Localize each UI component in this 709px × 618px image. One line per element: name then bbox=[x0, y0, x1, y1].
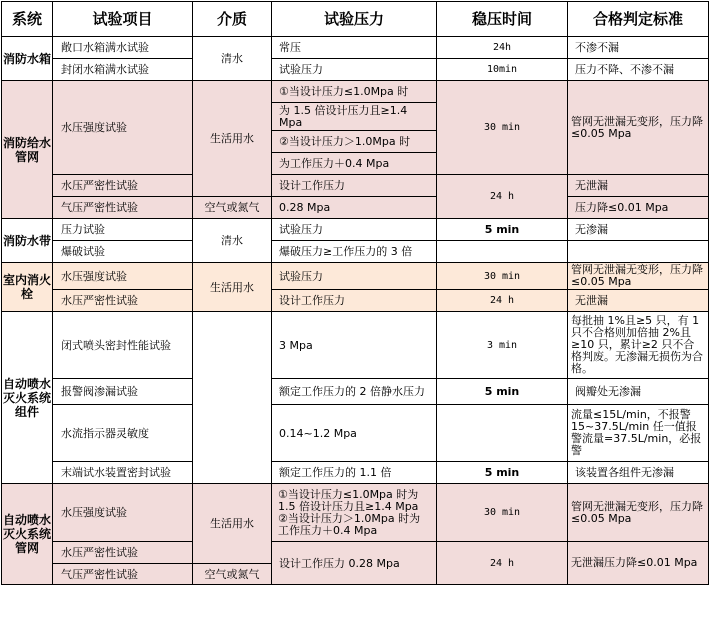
criterion-cell: 每批抽 1%且≥5 只，有 1 只不合格则加倍抽 2%且≥10 只，累计≥2 只不合格判废。无渗漏无损伤为合格。 bbox=[568, 312, 709, 379]
criterion-cell: 管网无泄漏无变形，压力降≤0.05 Mpa bbox=[568, 263, 709, 290]
item-cell: 压力试验 bbox=[53, 219, 193, 241]
criterion-cell: 无泄漏 bbox=[568, 175, 709, 197]
system-sprinkler-components: 自动喷水灭火系统组件 bbox=[2, 312, 53, 484]
item-cell: 气压严密性试验 bbox=[53, 564, 193, 585]
header-row bbox=[2, 2, 709, 37]
criterion-cell: 管网无泄漏无变形，压力降≤0.05 Mpa bbox=[568, 81, 709, 175]
duration-cell: 30 min bbox=[437, 484, 568, 542]
pressure-line: 1.5 倍设计压力且≥1.4 Mpa bbox=[278, 499, 419, 513]
table-row bbox=[2, 484, 709, 542]
item-cell: 水压严密性试验 bbox=[53, 175, 193, 197]
duration-cell: 10min bbox=[437, 59, 568, 81]
pressure-cell: 3 Mpa bbox=[272, 312, 437, 379]
criterion-cell: 压力降≤0.01 Mpa bbox=[568, 197, 709, 219]
system-indoor-hydrant: 室内消火栓 bbox=[2, 263, 53, 312]
system-fire-water-network: 消防给水管网 bbox=[2, 81, 53, 219]
table-row bbox=[2, 175, 709, 197]
pressure-cell: ①当设计压力≤1.0Mpa 时 bbox=[272, 81, 437, 103]
table-row bbox=[2, 312, 709, 379]
item-cell: 闭式喷头密封性能试验 bbox=[53, 312, 193, 379]
duration-cell: 30 min bbox=[437, 81, 568, 175]
medium-cell: 清水 bbox=[193, 37, 272, 81]
table-row bbox=[2, 197, 709, 219]
criterion-cell: 无泄漏 bbox=[568, 290, 709, 312]
medium-cell: 生活用水 bbox=[193, 263, 272, 312]
system-fire-water-tank: 消防水箱 bbox=[2, 37, 53, 81]
pressure-cell: 为工作压力＋0.4 Mpa bbox=[272, 153, 437, 175]
item-cell: 气压严密性试验 bbox=[53, 197, 193, 219]
criterion-cell: 流量≤15L/min，不报警 15~37.5L/min 任一值报警流量=37.5L/min，必报警 bbox=[568, 405, 709, 462]
pressure-cell: 常压 bbox=[272, 37, 437, 59]
table-row bbox=[2, 241, 709, 263]
table-row bbox=[2, 81, 709, 103]
item-cell: 水压强度试验 bbox=[53, 484, 193, 542]
table-row bbox=[2, 462, 709, 484]
pressure-cell: 为 1.5 倍设计压力且≥1.4 Mpa bbox=[272, 103, 437, 131]
item-cell: 报警阀渗漏试验 bbox=[53, 379, 193, 405]
criterion-cell: 无渗漏 bbox=[568, 219, 709, 241]
duration-cell bbox=[437, 241, 568, 263]
duration-cell: 5 min bbox=[437, 219, 568, 241]
table-row bbox=[2, 59, 709, 81]
criterion-cell bbox=[568, 241, 709, 263]
pressure-cell: 额定工作压力的 2 倍静水压力 bbox=[272, 379, 437, 405]
duration-cell: 5 min bbox=[437, 462, 568, 484]
item-cell: 水流指示器灵敏度 bbox=[53, 405, 193, 462]
item-cell: 末端试水装置密封试验 bbox=[53, 462, 193, 484]
table-row bbox=[2, 405, 709, 462]
item-cell: 爆破试验 bbox=[53, 241, 193, 263]
table-row bbox=[2, 263, 709, 290]
duration-cell bbox=[437, 405, 568, 462]
criterion-cell: 不渗不漏 bbox=[568, 37, 709, 59]
pressure-cell: 设计工作压力 bbox=[272, 290, 437, 312]
duration-cell: 30 min bbox=[437, 263, 568, 290]
system-fire-hose: 消防水带 bbox=[2, 219, 53, 263]
pressure-line: ①当设计压力≤1.0Mpa 时为 bbox=[278, 487, 419, 501]
table-row bbox=[2, 379, 709, 405]
duration-cell: 24 h bbox=[437, 542, 568, 585]
duration-cell: 24h bbox=[437, 37, 568, 59]
pressure-line: 工作压力＋0.4 Mpa bbox=[278, 523, 378, 537]
item-cell: 封闭水箱满水试验 bbox=[53, 59, 193, 81]
item-cell: 水压严密性试验 bbox=[53, 542, 193, 564]
medium-cell: 生活用水 bbox=[193, 81, 272, 197]
duration-cell: 24 h bbox=[437, 175, 568, 219]
pressure-cell bbox=[272, 484, 437, 542]
duration-cell: 24 h bbox=[437, 290, 568, 312]
item-cell: 敞口水箱满水试验 bbox=[53, 37, 193, 59]
header-medium: 介质 bbox=[193, 2, 272, 37]
pressure-cell: 设计工作压力 bbox=[272, 175, 437, 197]
header-pressure: 试验压力 bbox=[272, 2, 437, 37]
criterion-cell: 管网无泄漏无变形，压力降≤0.05 Mpa bbox=[568, 484, 709, 542]
pressure-cell: 0.28 Mpa bbox=[272, 197, 437, 219]
item-cell: 水压严密性试验 bbox=[53, 290, 193, 312]
medium-cell: 空气或氮气 bbox=[193, 564, 272, 585]
table-row bbox=[2, 219, 709, 241]
criterion-cell: 压力不降、不渗不漏 bbox=[568, 59, 709, 81]
header-criterion: 合格判定标准 bbox=[568, 2, 709, 37]
pressure-cell: 0.14~1.2 Mpa bbox=[272, 405, 437, 462]
header-duration: 稳压时间 bbox=[437, 2, 568, 37]
medium-cell: 空气或氮气 bbox=[193, 197, 272, 219]
item-cell: 水压强度试验 bbox=[53, 263, 193, 290]
item-cell: 水压强度试验 bbox=[53, 81, 193, 175]
system-sprinkler-network: 自动喷水灭火系统管网 bbox=[2, 484, 53, 585]
medium-cell: 清水 bbox=[193, 219, 272, 263]
pressure-cell: 设计工作压力 0.28 Mpa bbox=[272, 542, 437, 585]
duration-cell: 5 min bbox=[437, 379, 568, 405]
medium-cell bbox=[193, 312, 272, 484]
pressure-line: ②当设计压力＞1.0Mpa 时为 bbox=[278, 511, 421, 525]
medium-cell: 生活用水 bbox=[193, 484, 272, 564]
pressure-cell: 额定工作压力的 1.1 倍 bbox=[272, 462, 437, 484]
criterion-cell: 无泄漏压力降≤0.01 Mpa bbox=[568, 542, 709, 585]
header-item: 试验项目 bbox=[53, 2, 193, 37]
pressure-cell: 试验压力 bbox=[272, 59, 437, 81]
pressure-cell: 试验压力 bbox=[272, 263, 437, 290]
table-row bbox=[2, 37, 709, 59]
pressure-cell: ②当设计压力＞1.0Mpa 时 bbox=[272, 131, 437, 153]
test-standards-table bbox=[1, 1, 709, 585]
duration-cell: 3 min bbox=[437, 312, 568, 379]
criterion-cell: 该装置各组件无渗漏 bbox=[568, 462, 709, 484]
pressure-cell: 试验压力 bbox=[272, 219, 437, 241]
pressure-cell: 爆破压力≥工作压力的 3 倍 bbox=[272, 241, 437, 263]
table-row bbox=[2, 542, 709, 564]
header-system: 系统 bbox=[2, 2, 53, 37]
criterion-cell: 阀瓣处无渗漏 bbox=[568, 379, 709, 405]
table-row bbox=[2, 290, 709, 312]
